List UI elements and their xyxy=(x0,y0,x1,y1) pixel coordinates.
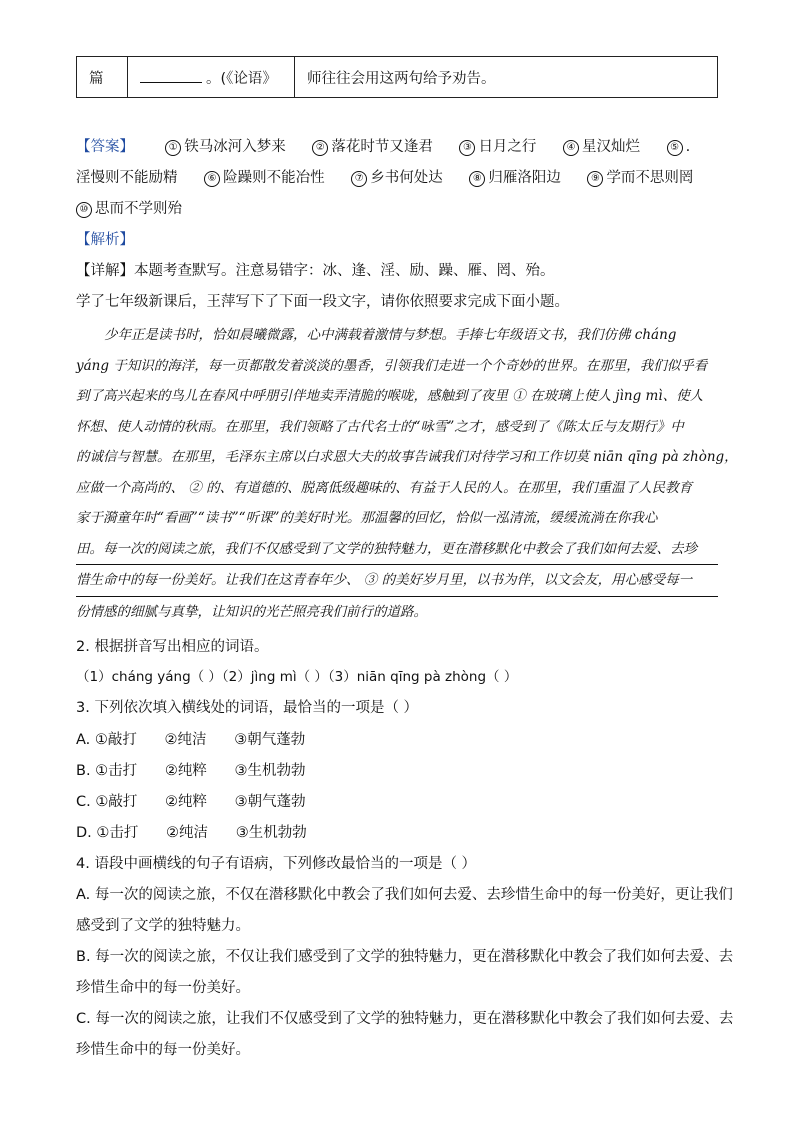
table-cell-1: 篇 xyxy=(77,57,128,98)
answer-line-3 xyxy=(76,198,204,220)
passage-line: 少年正是读书时，恰如晨曦微露，心中满载着激情与梦想。手捧七年级语文书，我们仿佛 cháng xyxy=(104,327,677,343)
q3-option-c: C. ①敲打 ②纯粹 ③朝气蓬勃 xyxy=(76,794,306,810)
answer-item: ⑩ 思而不学则殆 xyxy=(76,198,182,220)
q2-stem: 2. 根据拼音写出相应的词语。 xyxy=(76,639,269,655)
answer-item: ④ 星汉灿烂 xyxy=(563,136,640,158)
answer-line-1 xyxy=(76,136,690,158)
answer-item: ① 铁马冰河入梦来 xyxy=(165,136,286,158)
answer-item: ③ 日月之行 xyxy=(459,136,536,158)
passage xyxy=(76,320,738,627)
q4-option-a-line2: 感受到了文学的独特魅力。 xyxy=(76,918,250,934)
answer-item: ⑤ . xyxy=(667,136,691,158)
answer-item: ② 落花时节又逢君 xyxy=(312,136,433,158)
q4-stem: 4. 语段中画横线的句子有语病，下列修改最恰当的一项是（ ） xyxy=(76,856,477,872)
passage-line: yáng 于知识的海洋，每一页都散发着淡淡的墨香，引领我们走进一个个奇妙的世界。在那里，我们似乎看 xyxy=(76,357,708,374)
table-row xyxy=(77,57,718,98)
passage-line: 的诚信与智慧。在那里，毛泽东主席以白求恩大夫的故事告诫我们对待学习和工作切莫 niān qīng pà zhòng， xyxy=(76,449,738,465)
passage-line-underlined: 田。每一次的阅读之旅，我们不仅感受到了文学的独特魅力，更在潜移默化中教会了我们如何去爱、去珍 xyxy=(76,534,718,566)
q2-answer-line: （1）cháng yáng（ ）（2）jìng mì（ ）（3）niān qīng pà zhòng（ ） xyxy=(76,669,518,685)
q4-option-c-line1: C. 每一次的阅读之旅，让我们不仅感受到了文学的独特魅力，更在潜移默化中教会了我们如何去爱、去 xyxy=(76,1011,734,1027)
fill-blank xyxy=(140,67,202,83)
passage-line: 家于漪童年时“看画”“读书”“听课”的美好时光。那温馨的回忆，恰似一泓清流，缓缓流淌在你我心 xyxy=(76,510,658,526)
passage-line: 应做一个高尚的、 ② 的、有道德的、脱离低级趣味的、有益于人民的人。在那里，我们重温了人民教育 xyxy=(76,479,693,496)
analysis-label: 【解析】 xyxy=(76,232,134,248)
answer-item: ⑨ 学而不思则罔 xyxy=(587,167,693,189)
answer-line-2 xyxy=(76,167,693,189)
q3-option-b: B. ①击打 ②纯粹 ③生机勃勃 xyxy=(76,763,306,779)
q4-option-b-line2: 珍惜生命中的每一份美好。 xyxy=(76,980,250,996)
q3-option-d: D. ①击打 ②纯洁 ③生机勃勃 xyxy=(76,825,307,841)
q4-option-b-line1: B. 每一次的阅读之旅，不仅让我们感受到了文学的独特魅力，更在潜移默化中教会了我们如何去爱、去 xyxy=(76,949,734,965)
passage-line: 怀想、使人动情的秋雨。在那里，我们领略了古代名士的“咏雪”之才，感受到了《陈太丘与友期行》中 xyxy=(76,418,684,435)
source-text: 。(《论语》 xyxy=(206,70,277,87)
passage-line: 份情感的细腻与真挚，让知识的光芒照亮我们前行的道路。 xyxy=(76,603,427,620)
q4-option-a-line1: A. 每一次的阅读之旅，不仅在潜移默化中教会了我们如何去爱、去珍惜生命中的每一份美好，更让我们 xyxy=(76,887,733,903)
detail-text: 【详解】本题考查默写。注意易错字：冰、逢、淫、励、躁、雁、罔、殆。 xyxy=(76,263,555,279)
answer-item: ⑥ 险躁则不能冶性 xyxy=(204,167,325,189)
table-cell-3: 师往往会用这两句给予劝告。 xyxy=(295,57,718,98)
answer-label: 【答案】 xyxy=(76,139,134,155)
table-cell-2 xyxy=(128,57,295,98)
passage-line-underlined: 惜生命中的每一份美好。让我们在这青春年少、 ③ 的美好岁月里，以书为伴，以文会友，用心感受每一 xyxy=(76,565,718,597)
q4-option-c-line2: 珍惜生命中的每一份美好。 xyxy=(76,1042,250,1058)
poem-table xyxy=(76,56,718,98)
answer-item: ⑧ 归雁洛阳边 xyxy=(469,167,561,189)
passage-line: 到了高兴起来的鸟儿在春风中呼朋引伴地卖弄清脆的喉咙，感触到了夜里 ① 在玻璃上使人 jìng mì、使人 xyxy=(76,388,704,404)
answer-item: 淫慢则不能励精 xyxy=(76,170,178,186)
q3-stem: 3. 下列依次填入横线处的词语，最恰当的一项是（ ） xyxy=(76,700,419,716)
intro-text: 学了七年级新课后，王萍写下了下面一段文字，请你依照要求完成下面小题。 xyxy=(76,294,569,310)
answer-item: ⑦ 乡书何处达 xyxy=(351,167,443,189)
q3-option-a: A. ①敲打 ②纯洁 ③朝气蓬勃 xyxy=(76,732,306,748)
